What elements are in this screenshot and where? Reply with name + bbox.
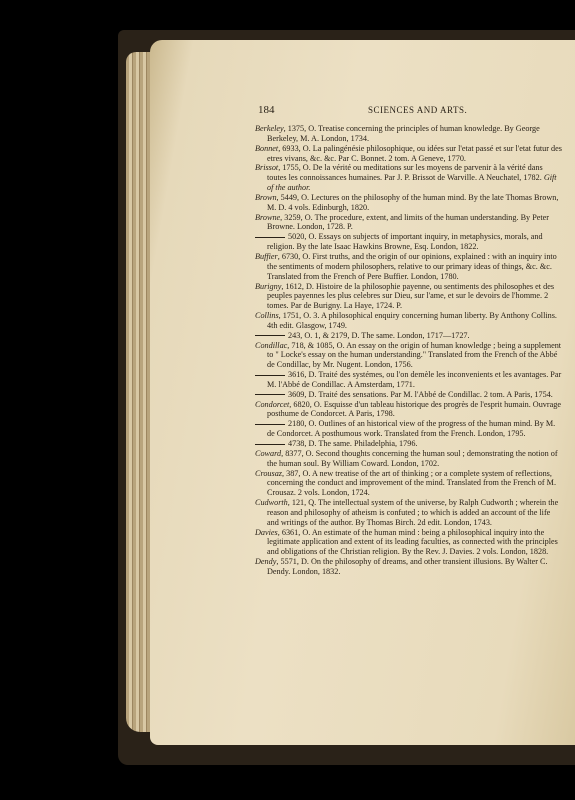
entry-text: 243, O. 1, & 2179, D. The same. London, 1717—1727.: [288, 330, 470, 340]
ditto-dash: [255, 375, 285, 376]
ditto-dash: [255, 237, 285, 238]
catalogue-entry: [255, 528, 563, 558]
catalogue-entry: [255, 439, 563, 449]
entry-text: , 387, O. A new treatise of the art of thinking ; or a complete system of reflections, concerning the conduct and improvement of the mind. Translated from the French of M. Crousaz. 2 vols. London, 1724.: [267, 468, 556, 498]
entry-author: Browne: [255, 212, 281, 222]
catalogue-entry: [255, 390, 563, 400]
entry-author: Bonnet: [255, 143, 279, 153]
ditto-dash: [255, 444, 285, 445]
catalogue-entry: [255, 557, 563, 577]
entry-text: 4738, D. The same. Philadelphia, 1796.: [288, 439, 418, 448]
catalogue-entry: [255, 193, 563, 213]
ditto-dash: [255, 424, 285, 425]
entry-author: Collins: [255, 311, 279, 321]
entry-author: Condillac: [255, 340, 288, 350]
entry-text: , 6933, O. La palingénésie philosophique, ou idées sur l'etat passé et sur l'etat futur des etres vivans, &c. &c. Par C. Bonnet. 2 tom. A Geneve, 1770.: [267, 143, 562, 163]
catalogue-entry: [255, 498, 563, 528]
catalogue-entry: [255, 400, 563, 420]
catalogue-entry: [255, 370, 563, 390]
entry-author: Crousaz: [255, 468, 282, 478]
entry-author: Davies: [255, 527, 278, 537]
ditto-dash: [255, 394, 285, 395]
ditto-dash: [255, 335, 285, 336]
catalogue-entry: [255, 282, 563, 312]
entry-author: Condorcet: [255, 399, 290, 409]
catalogue-entry: [255, 341, 563, 371]
entry-author: Burigny: [255, 281, 282, 291]
entry-text: , 1612, D. Histoire de la philosophie payenne, ou sentiments des philosophes et des peuples payennes les plus celebres sur Dieu, sur l'ame, et sur le devoirs de l'homme. 2 tomes. Par de Burigny. La Haye, 1724. P.: [267, 281, 555, 311]
catalogue-entry: [255, 311, 563, 331]
catalogue-entry: [255, 252, 563, 282]
entry-text: 3609, D. Traité des sensations. Par M. l'Abbé de Condillac. 2 tom. A Paris, 1754.: [288, 389, 553, 399]
entry-text: , 8377, O. Second thoughts concerning the human soul ; demonstrating the notion of the human soul. By William Coward. London, 1702.: [267, 448, 558, 468]
entry-text: , 3259, O. The procedure, extent, and limits of the human understanding. By Peter Browne. London, 1728. P.: [267, 212, 550, 232]
entry-text: , 6820, O. Esquisse d'un tableau historique des progrès de l'esprit humain. Ouvrage posthume de Condorcet. A Paris, 1798.: [267, 399, 561, 419]
catalogue-entry: [255, 124, 563, 144]
entry-text: , 5449, O. Lectures on the philosophy of the human mind. By the late Thomas Brown, M. D. 4 vols. Edinburgh, 1820.: [267, 192, 559, 212]
catalogue-entry: [255, 163, 563, 193]
entry-text: 5020, O. Essays on subjects of important inquiry, in metaphysics, morals, and religion. By the late Isaac Hawkins Browne, Esq. London, 1822.: [267, 232, 543, 252]
catalogue-entry: [255, 419, 563, 439]
catalogue-entries: [255, 124, 563, 577]
entry-text: , 6361, O. An estimate of the human mind : being a philosophical inquiry into the legitimate application and extent of its leading faculties, as connected with the principles and obligations of the Christian religion. By the Rev. J. Davies. 2 vols. London, 1828.: [267, 527, 558, 557]
entry-text: , 6730, O. First truths, and the origin of our opinions, explained : with an inquiry into the sentiments of modern philosophers, relative to our primary ideas of things, &c. &c. Translated from the French of Pere Buffier. London, 1780.: [267, 251, 557, 281]
entry-author: Cudworth: [255, 498, 288, 508]
entry-text: 2180, O. Outlines of an historical view of the progress of the human mind. By M. de Condorcet. A posthumous work. Translated from the French. London, 1795.: [267, 419, 556, 439]
entry-author: Brown: [255, 192, 277, 202]
entry-text: , 1375, O. Treatise concerning the principles of human knowledge. By George Berkeley, M. A. London, 1734.: [267, 124, 540, 143]
catalogue-entry: [255, 449, 563, 469]
entry-author: Dendy: [255, 557, 277, 567]
catalogue-entry: [255, 469, 563, 499]
entry-author: Berkeley: [255, 124, 284, 133]
catalogue-entry: [255, 331, 563, 341]
entry-text: , 718, & 1085, O. An essay on the origin of human knowledge ; being a supplement to " Locke's essay on the human understanding." Translated from the French of the Abbé de Condillac, by Mr. Nugent. London, 1756.: [267, 340, 562, 370]
entry-text: 3616, D. Traité des systémes, ou l'on demèle les inconvenients et les avantages. Par M. l'Abbé de Condillac. A Amsterdam, 1771.: [267, 370, 562, 389]
catalogue-entry: [255, 144, 563, 164]
entry-note: Gift of the author.: [267, 173, 557, 193]
entry-text: , 1751, O. 3. A philosophical enquiry concerning human liberty. By Anthony Collins. 4th edit. Glasgow, 1749.: [267, 311, 557, 330]
entry-text: , 1755, O. De la vérité ou meditations sur les moyens de parvenir à la vérité dans toutes les connoissances humaines. Par J. P. Brissot de Warville. A Neuchatel, 1782.: [267, 163, 544, 183]
entry-text: , 121, Q. The intellectual system of the universe, by Ralph Cudworth ; wherein the reason and philosophy of atheism is confuted ; to which is added an account of the life and writings of the author. By Thomas Birch. 2d edit. London, 1743.: [267, 498, 559, 527]
entry-author: Coward: [255, 448, 282, 458]
entry-text: , 5571, D. On the philosophy of dreams, and other transient illusions. By Walter C. Dendy. London, 1832.: [267, 557, 548, 576]
catalogue-entry: [255, 232, 563, 252]
running-head: SCIENCES AND ARTS.: [368, 105, 468, 115]
entry-author: Brissot: [255, 163, 279, 173]
catalogue-entry: [255, 213, 563, 233]
entry-author: Buffier: [255, 251, 278, 261]
page-number: 184: [258, 104, 275, 116]
